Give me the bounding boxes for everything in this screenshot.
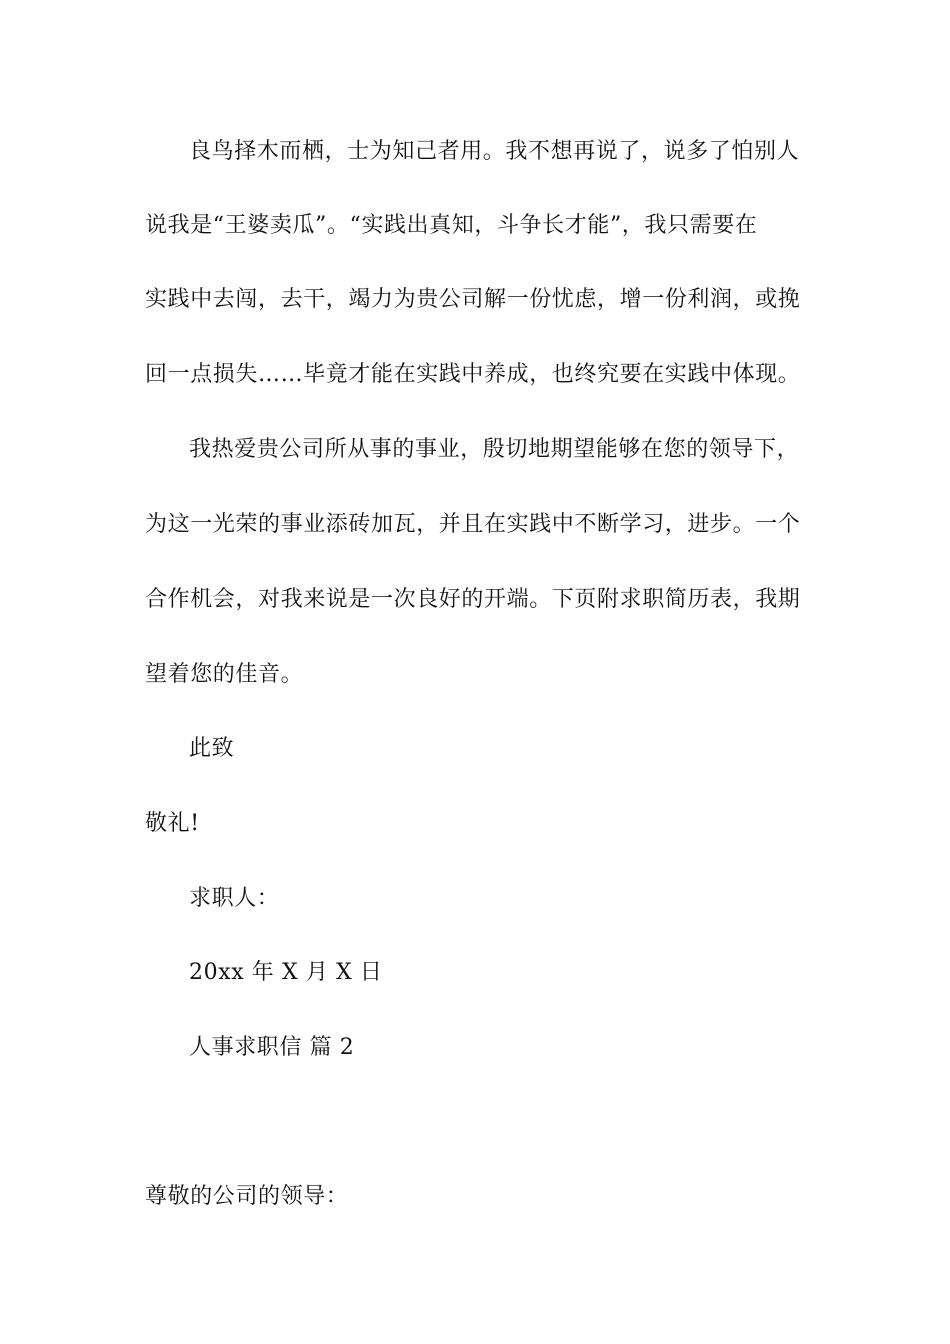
section-title: 人事求职信 篇 2 bbox=[189, 1035, 355, 1060]
date-line: 20xx 年 X 月 X 日 bbox=[189, 960, 383, 985]
signature-label: 求职人： bbox=[189, 886, 280, 911]
paragraph-2-line-4: 望着您的佳音。 bbox=[145, 662, 304, 687]
paragraph-2-line-3: 合作机会，对我来说是一次良好的开端。下页附求职简历表，我期 bbox=[145, 587, 801, 612]
paragraph-1-line-2: 说我是“王婆卖瓜”。“实践出真知，斗争长才能”，我只需要在 bbox=[145, 213, 758, 238]
paragraph-2-line-2: 为这一光荣的事业添砖加瓦，并且在实践中不断学习，进步。一个 bbox=[145, 512, 801, 537]
greeting-line: 尊敬的公司的领导： bbox=[145, 1184, 349, 1209]
paragraph-1-line-3: 实践中去闯，去干，竭力为贵公司解一份忧虑，增一份利润，或挽 bbox=[145, 287, 801, 312]
paragraph-1-line-4: 回一点损失……毕竟才能在实践中养成，也终究要在实践中体现。 bbox=[145, 362, 801, 387]
paragraph-1-line-1: 良鸟择木而栖，士为知己者用。我不想再说了，说多了怕别人 bbox=[189, 139, 800, 164]
closing-text: 此致 bbox=[189, 736, 235, 761]
paragraph-2-line-1: 我热爱贵公司所从事的事业，殷切地期望能够在您的领导下， bbox=[189, 437, 800, 462]
salute-text: 敬礼! bbox=[145, 811, 200, 836]
